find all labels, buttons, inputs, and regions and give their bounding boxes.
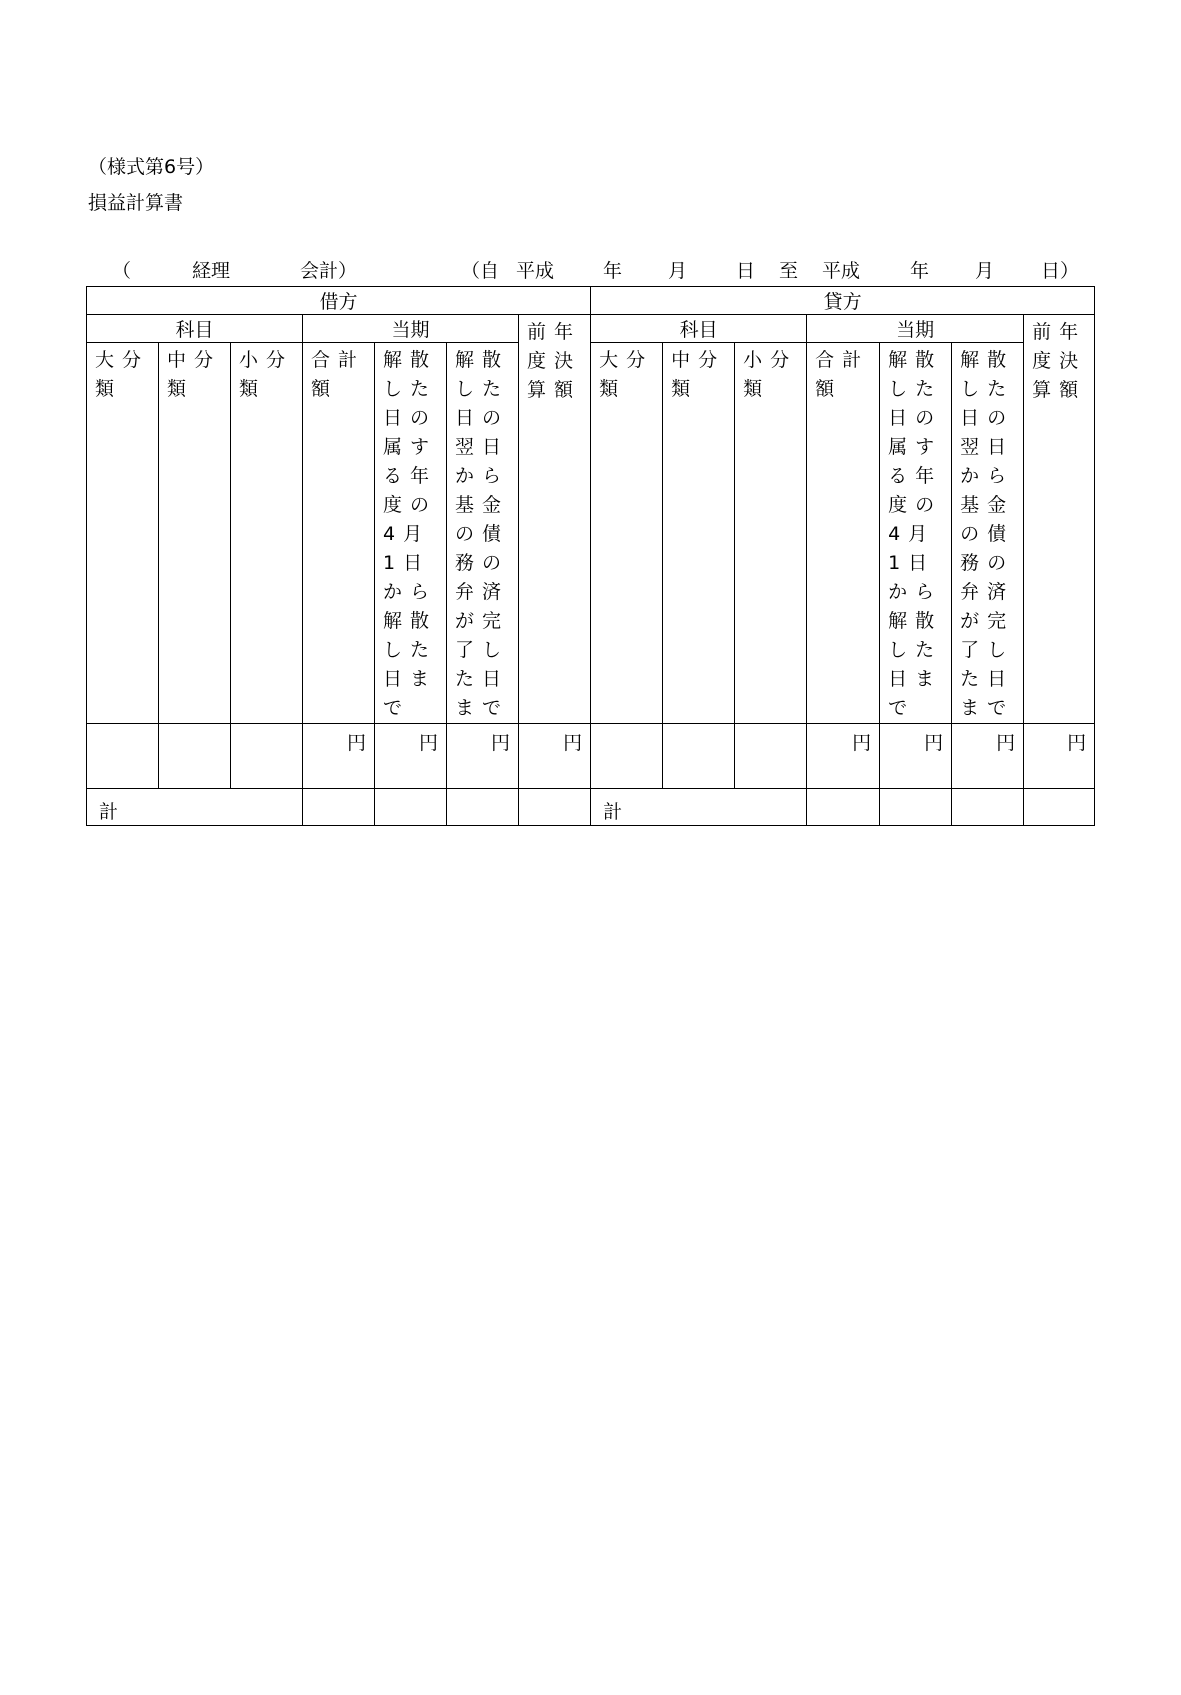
period-from-year: 年 [603, 260, 623, 282]
debit-prior-cell[interactable]: 円 [519, 724, 591, 789]
debit-subject-header: 科目 [87, 315, 303, 343]
debit-current-period-header: 当期 [303, 315, 519, 343]
document-title: 損益計算書 [88, 192, 184, 214]
credit-prior-cell[interactable]: 円 [1024, 724, 1095, 789]
credit-middle-header: 中分類 [663, 343, 735, 724]
debit-dissolution-year-header: 解散した日の属する年度の4月1日から解散した日まで [375, 343, 447, 724]
credit-dissolution-after-sum[interactable] [952, 789, 1024, 826]
debit-middle-cell[interactable] [159, 724, 231, 789]
period-from-month: 月 [668, 260, 688, 282]
credit-current-period-header: 当期 [807, 315, 1024, 343]
period-from-day: 日 [736, 260, 756, 282]
debit-total-label: 計 [87, 789, 303, 826]
form-number: （様式第6号） [88, 156, 215, 178]
period-from-era: 平成 [516, 260, 555, 282]
total-row [87, 789, 1095, 826]
debit-minor-cell[interactable] [231, 724, 303, 789]
account-type: 経理 [192, 260, 231, 282]
debit-dissolution-after-header: 解散した日の翌日から基金の債務の弁済が完了した日まで [447, 343, 519, 724]
credit-dissolution-after-header: 解散した日の翌日から基金の債務の弁済が完了した日まで [952, 343, 1024, 724]
income-statement-table [86, 286, 1095, 826]
debit-total-header: 合計額 [303, 343, 375, 724]
debit-dissolution-year-cell[interactable]: 円 [375, 724, 447, 789]
period-to-day: 日） [1041, 260, 1080, 282]
debit-dissolution-year-sum[interactable] [375, 789, 447, 826]
period-to-year: 年 [910, 260, 930, 282]
credit-dissolution-after-cell[interactable]: 円 [952, 724, 1024, 789]
debit-major-header: 大分類 [87, 343, 159, 724]
credit-total-sum[interactable] [807, 789, 880, 826]
credit-dissolution-year-cell[interactable]: 円 [880, 724, 952, 789]
period-to-month: 月 [975, 260, 995, 282]
credit-minor-cell[interactable] [735, 724, 807, 789]
debit-total-sum[interactable] [303, 789, 375, 826]
debit-dissolution-after-sum[interactable] [447, 789, 519, 826]
credit-major-cell[interactable] [591, 724, 663, 789]
account-suffix: 会計） [300, 260, 358, 282]
period-open-paren: （ [112, 260, 132, 282]
credit-subject-header: 科目 [591, 315, 807, 343]
credit-middle-cell[interactable] [663, 724, 735, 789]
credit-dissolution-year-header: 解散した日の属する年度の4月1日から解散した日まで [880, 343, 952, 724]
credit-minor-header: 小分類 [735, 343, 807, 724]
debit-header: 借方 [87, 287, 591, 315]
debit-dissolution-after-cell[interactable]: 円 [447, 724, 519, 789]
credit-dissolution-year-sum[interactable] [880, 789, 952, 826]
table-row [87, 724, 1095, 789]
period-from-label: （自 [461, 260, 500, 282]
debit-middle-header: 中分類 [159, 343, 231, 724]
debit-minor-header: 小分類 [231, 343, 303, 724]
credit-total-header: 合計額 [807, 343, 880, 724]
period-to-label: 至 [779, 260, 799, 282]
credit-total-label: 計 [591, 789, 807, 826]
credit-header: 貸方 [591, 287, 1095, 315]
credit-prior-sum[interactable] [1024, 789, 1095, 826]
debit-prior-sum[interactable] [519, 789, 591, 826]
credit-prior-year-header: 前年度決算額 [1024, 315, 1095, 724]
credit-total-cell[interactable]: 円 [807, 724, 880, 789]
credit-major-header: 大分類 [591, 343, 663, 724]
period-to-era: 平成 [822, 260, 861, 282]
debit-prior-year-header: 前年度決算額 [519, 315, 591, 724]
debit-major-cell[interactable] [87, 724, 159, 789]
debit-total-cell[interactable]: 円 [303, 724, 375, 789]
